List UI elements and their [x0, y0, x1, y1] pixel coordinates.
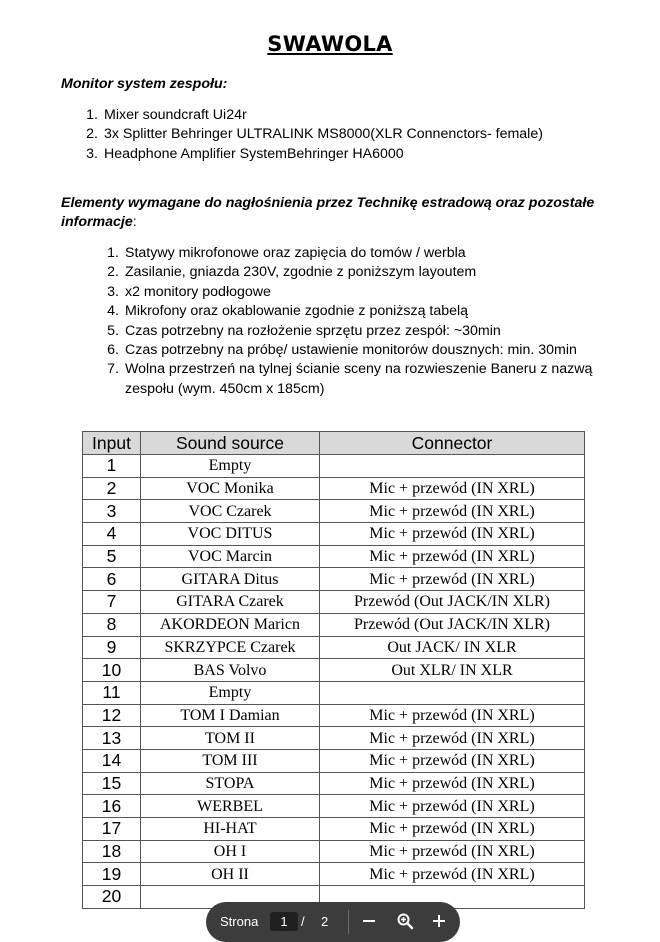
- list-item: [107, 322, 615, 341]
- zoom-button[interactable]: [392, 908, 418, 934]
- table-row: [83, 523, 585, 546]
- sound-source-cell: GITARA Ditus: [141, 568, 320, 591]
- list-item: [86, 145, 543, 164]
- sound-source-cell: Empty: [141, 455, 320, 478]
- table-row: [83, 613, 585, 636]
- connector-cell: Mic + przewód (IN XRL): [320, 727, 585, 750]
- input-cell: 19: [83, 863, 141, 886]
- list-number: 2.: [107, 264, 119, 281]
- input-cell: 7: [83, 591, 141, 614]
- page-label: Strona: [220, 914, 259, 929]
- zoom-out-icon: [361, 913, 377, 929]
- table-row: [83, 568, 585, 591]
- list-number: 3.: [86, 145, 98, 162]
- input-cell: 20: [83, 886, 141, 909]
- sound-source-cell: WERBEL: [141, 795, 320, 818]
- table-row: [83, 636, 585, 659]
- list-text: Wolna przestrzeń na tylnej ścianie sceny na rozwieszenie Baneru z nazwą zespołu (wym. 450cm x 185cm): [125, 361, 593, 397]
- sound-source-cell: GITARA Czarek: [141, 591, 320, 614]
- input-cell: 2: [83, 477, 141, 500]
- input-cell: 4: [83, 523, 141, 546]
- page-number-input[interactable]: 1: [270, 912, 298, 931]
- input-cell: 8: [83, 613, 141, 636]
- list-number: 1.: [86, 107, 98, 123]
- header-sound-source: Sound source: [141, 432, 320, 455]
- section2-heading-colon: :: [132, 214, 137, 230]
- list-text: Headphone Amplifier SystemBehringer HA6000: [104, 145, 404, 162]
- connector-cell: [320, 455, 585, 478]
- sound-source-cell: VOC DITUS: [141, 523, 320, 546]
- input-list-table: [82, 431, 585, 909]
- input-cell: 18: [83, 840, 141, 863]
- list-text: x2 monitory podłogowe: [125, 283, 271, 300]
- zoom-icon: [396, 912, 414, 930]
- sound-source-cell: TOM II: [141, 727, 320, 750]
- table-row: [83, 772, 585, 795]
- list-item: [107, 302, 615, 321]
- sound-source-cell: SKRZYPCE Czarek: [141, 636, 320, 659]
- input-cell: 17: [83, 818, 141, 841]
- list-number: 4.: [107, 303, 119, 320]
- table-header-row: [83, 432, 585, 455]
- connector-cell: Mic + przewód (IN XRL): [320, 772, 585, 795]
- list-number: 7.: [107, 361, 119, 378]
- sound-source-cell: TOM III: [141, 749, 320, 772]
- connector-cell: Mic + przewód (IN XRL): [320, 795, 585, 818]
- connector-cell: Przewód (Out JACK/IN XLR): [320, 613, 585, 636]
- input-cell: 10: [83, 659, 141, 682]
- table-row: [83, 840, 585, 863]
- table-row: [83, 500, 585, 523]
- table-row: [83, 455, 585, 478]
- table-row: [83, 659, 585, 682]
- input-cell: 5: [83, 545, 141, 568]
- connector-cell: Mic + przewód (IN XRL): [320, 477, 585, 500]
- connector-cell: Mic + przewód (IN XRL): [320, 818, 585, 841]
- input-cell: 14: [83, 749, 141, 772]
- connector-cell: Mic + przewód (IN XRL): [320, 840, 585, 863]
- connector-cell: Mic + przewód (IN XRL): [320, 523, 585, 546]
- connector-cell: Mic + przewód (IN XRL): [320, 500, 585, 523]
- table-row: [83, 795, 585, 818]
- list-text: Czas potrzebny na rozłożenie sprzętu przez zespół: ~30min: [125, 322, 501, 339]
- zoom-out-button[interactable]: [356, 908, 382, 934]
- header-connector: Connector: [320, 432, 585, 455]
- sound-source-cell: OH II: [141, 863, 320, 886]
- section2-heading-text: Elementy wymagane do nagłośnienia przez Technikę estradową oraz pozostałe informacje: [61, 195, 595, 230]
- list-item: [107, 263, 615, 282]
- connector-cell: Mic + przewód (IN XRL): [320, 749, 585, 772]
- input-cell: 16: [83, 795, 141, 818]
- input-cell: 6: [83, 568, 141, 591]
- input-cell: 9: [83, 636, 141, 659]
- zoom-in-icon: [431, 913, 447, 929]
- list-number: 5.: [107, 322, 119, 339]
- sound-source-cell: VOC Marcin: [141, 545, 320, 568]
- list-text: Mikrofony oraz okablowanie zgodnie z poniższą tabelą: [125, 303, 469, 320]
- sound-source-cell: BAS Volvo: [141, 659, 320, 682]
- list-number: 2.: [86, 126, 98, 143]
- zoom-in-button[interactable]: [426, 908, 452, 934]
- table-row: [83, 749, 585, 772]
- sound-source-cell: VOC Czarek: [141, 500, 320, 523]
- connector-cell: Mic + przewód (IN XRL): [320, 704, 585, 727]
- connector-cell: Out XLR/ IN XLR: [320, 659, 585, 682]
- list-item: [86, 125, 543, 144]
- table-row: [83, 591, 585, 614]
- table-row: [83, 477, 585, 500]
- list-number: 1.: [107, 245, 119, 261]
- total-pages: 2: [321, 914, 329, 929]
- list-item: [107, 283, 615, 302]
- list-item: [107, 360, 615, 399]
- list-item: [107, 341, 615, 360]
- input-cell: 13: [83, 727, 141, 750]
- connector-cell: [320, 681, 585, 704]
- section2-heading: [61, 194, 621, 232]
- monitor-system-list: [86, 106, 543, 164]
- input-cell: 1: [83, 455, 141, 478]
- table-row: [83, 863, 585, 886]
- input-cell: 3: [83, 500, 141, 523]
- connector-cell: Mic + przewód (IN XRL): [320, 863, 585, 886]
- table-row: [83, 681, 585, 704]
- input-cell: 12: [83, 704, 141, 727]
- table-row: [83, 727, 585, 750]
- sound-source-cell: AKORDEON Maricn: [141, 613, 320, 636]
- list-item: [86, 106, 543, 125]
- sound-source-cell: VOC Monika: [141, 477, 320, 500]
- list-number: 6.: [107, 342, 119, 359]
- sound-source-cell: HI-HAT: [141, 818, 320, 841]
- document-title: SWAWOLA: [267, 32, 393, 56]
- list-item: [107, 244, 615, 263]
- page-separator: /: [301, 914, 305, 929]
- table-row: [83, 704, 585, 727]
- header-input: Input: [83, 432, 141, 455]
- connector-cell: Out JACK/ IN XLR: [320, 636, 585, 659]
- table-body: [83, 455, 585, 909]
- list-text: Statywy mikrofonowe oraz zapięcia do tomów / werbla: [125, 245, 466, 261]
- sound-source-cell: OH I: [141, 840, 320, 863]
- sound-source-cell: TOM I Damian: [141, 704, 320, 727]
- connector-cell: Przewód (Out JACK/IN XLR): [320, 591, 585, 614]
- section1-heading: Monitor system zespołu:: [61, 76, 228, 92]
- list-text: Zasilanie, gniazda 230V, zgodnie z poniższym layoutem: [125, 264, 477, 281]
- sound-source-cell: STOPA: [141, 772, 320, 795]
- list-text: Mixer soundcraft Ui24r: [104, 107, 247, 123]
- list-text: Czas potrzebny na próbę/ ustawienie monitorów dousznych: min. 30min: [125, 342, 577, 359]
- toolbar-divider: [348, 910, 349, 934]
- input-cell: 11: [83, 681, 141, 704]
- requirements-list: [107, 244, 615, 399]
- input-cell: 15: [83, 772, 141, 795]
- pdf-page-toolbar: [206, 902, 460, 942]
- connector-cell: Mic + przewód (IN XRL): [320, 545, 585, 568]
- connector-cell: Mic + przewód (IN XRL): [320, 568, 585, 591]
- sound-source-cell: Empty: [141, 681, 320, 704]
- list-text: 3x Splitter Behringer ULTRALINK MS8000(XLR Connenctors- female): [104, 126, 543, 143]
- table-row: [83, 818, 585, 841]
- table-row: [83, 545, 585, 568]
- list-number: 3.: [107, 283, 119, 300]
